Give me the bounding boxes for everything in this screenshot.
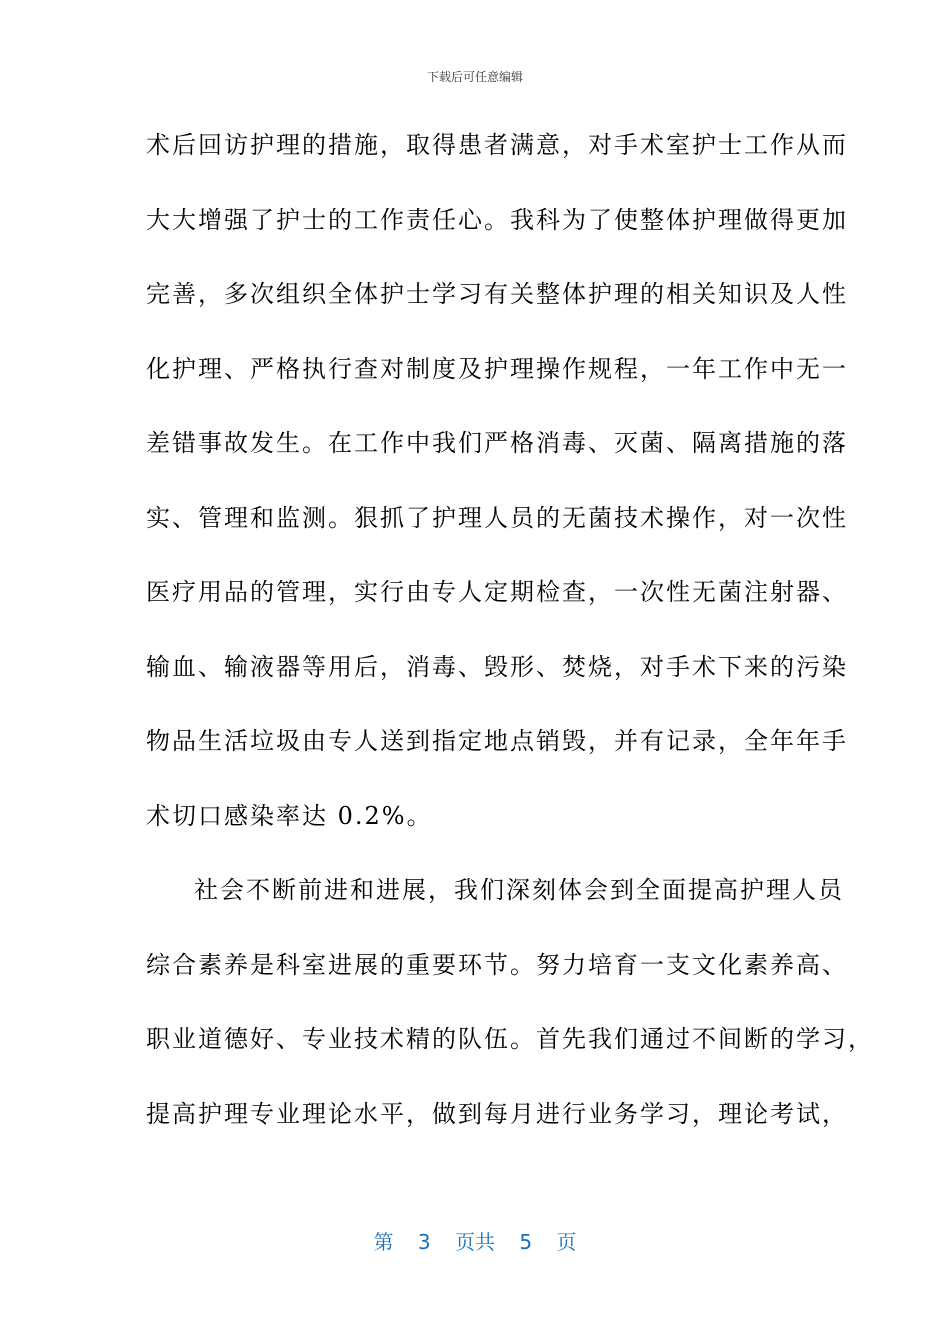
text-line: 输血、输液器等用后，消毒、毁形、焚烧，对手术下来的污染 <box>146 652 848 681</box>
text-line: 医疗用品的管理，实行由专人定期检查，一次性无菌注射器、 <box>146 578 848 606</box>
header-note: 下载后可任意编辑 <box>426 70 523 84</box>
text-line: 综合素养是科室进展的重要环节。努力培育一支文化素养高、 <box>146 950 848 979</box>
footer-suffix: 页 <box>556 1230 577 1254</box>
text-line: 物品生活垃圾由专人送到指定地点销毁，并有记录，全年年手 <box>146 727 848 755</box>
footer-middle: 页共 <box>455 1230 495 1254</box>
text-line: 职业道德好、专业技术精的队伍。首先我们通过不间断的学习， <box>146 1025 874 1053</box>
total-pages-number: 5 <box>519 1230 533 1254</box>
current-page-number: 3 <box>417 1230 431 1254</box>
footer-prefix: 第 <box>373 1230 394 1254</box>
paragraph-first-line: 社会不断前进和进展，我们深刻体会到全面提高护理人员 <box>194 876 844 904</box>
text-line: 术切口感染率达 0.2%。 <box>146 801 433 830</box>
page-footer <box>0 1226 950 1255</box>
text-line: 大大增强了护士的工作责任心。我科为了使整体护理做得更加 <box>146 205 848 234</box>
text-line: 术后回访护理的措施，取得患者满意，对手术室护士工作从而 <box>146 131 848 159</box>
text-line: 提高护理专业理论水平，做到每月进行业务学习，理论考试， <box>146 1099 848 1128</box>
text-line: 完善，多次组织全体护士学习有关整体护理的相关知识及人性 <box>146 280 848 308</box>
text-line: 差错事故发生。在工作中我们严格消毒、灭菌、隔离措施的落 <box>146 429 848 457</box>
text-line: 化护理、严格执行查对制度及护理操作规程，一年工作中无一 <box>146 354 848 383</box>
document-body <box>146 126 874 1169</box>
text-line: 实、管理和监测。狠抓了护理人员的无菌技术操作，对一次性 <box>146 503 848 532</box>
